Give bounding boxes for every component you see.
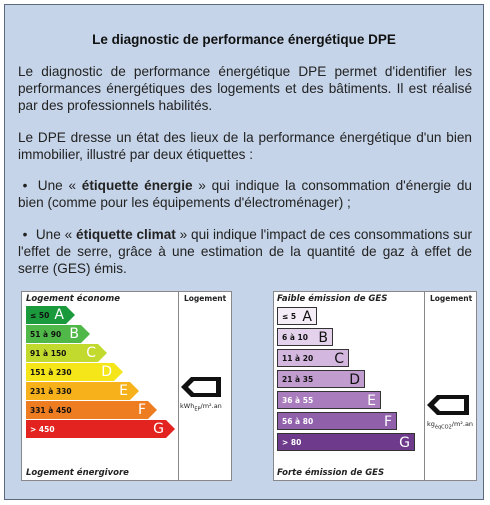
bullet-text: Une « [35, 227, 77, 242]
climate-band-range: 36 à 55 [282, 395, 314, 405]
bullet-text: » qui indique la consommation d'énergie du bien (comme pour les équipements d'électroménager) ; [18, 178, 472, 210]
climate-label-divider [424, 292, 425, 480]
climate-band-d [277, 370, 365, 388]
climate-band-g [277, 433, 415, 451]
bullet-bold-term: étiquette énergie [81, 178, 193, 193]
page-title: Le diagnostic de performance énergétique DPE [92, 32, 396, 47]
energy-band-letter: C [86, 345, 96, 361]
bullet-text: Une « [37, 178, 82, 193]
energy-band-f [26, 401, 157, 419]
energy-band-range: > 450 [30, 424, 55, 434]
energy-band-letter: G [153, 421, 164, 437]
climate-band-range: 11 à 20 [282, 353, 314, 363]
climate-band-letter: F [383, 414, 392, 430]
energy-band-range: 51 à 90 [30, 329, 62, 339]
energy-label-divider [178, 292, 179, 480]
climate-label-bottom: Forte émission de GES [277, 468, 385, 478]
climate-label-top: Faible émission de GES [277, 294, 388, 304]
climate-band-a [277, 307, 317, 325]
climate-band-letter: B [318, 330, 328, 346]
energy-label-diagram [21, 291, 232, 481]
climate-band-b [277, 328, 333, 346]
bullet-dot-icon: • [22, 227, 28, 242]
climate-pointer-icon [426, 394, 470, 416]
intro-paragraph: Le diagnostic de performance énergétique DPE permet d'identifier les performances énergétiques des logements et des bâtiments. Il est réalisé par des professionnels habilités. [18, 64, 472, 113]
bullet-energy-label [18, 177, 472, 211]
climate-band-range: 21 à 35 [282, 374, 314, 384]
energy-band-letter: E [119, 383, 128, 399]
bullet-dot-icon: • [22, 178, 28, 193]
energy-band-range: 231 à 330 [30, 386, 72, 396]
energy-label-top: Logement économe [26, 294, 120, 304]
bullet-climate-label [18, 226, 472, 277]
climate-band-c [277, 349, 349, 367]
description-paragraph: Le DPE dresse un état des lieux de la performance énergétique d'un bien immobilier, illustré par deux étiquettes : [18, 130, 472, 162]
energy-unit: kWh$_{EP}$/m².an [180, 402, 222, 413]
energy-label-column-header: Logement [184, 294, 227, 303]
climate-band-letter: E [367, 393, 376, 409]
bullet-bold-term: étiquette climat [76, 227, 176, 242]
climate-unit: $kg_{éqCO2}/m^2.an$ [427, 420, 474, 431]
energy-band-range: 331 à 450 [30, 405, 72, 415]
energy-band-range: 91 à 150 [30, 348, 67, 358]
energy-band-c [26, 344, 107, 362]
energy-band-e [26, 382, 139, 400]
climate-band-f [277, 412, 397, 430]
energy-band-letter: A [54, 307, 64, 323]
energy-band-d [26, 363, 123, 381]
climate-band-range: ≤ 5 [282, 311, 297, 321]
energy-band-letter: D [101, 364, 112, 380]
climate-label-diagram [273, 291, 477, 481]
climate-band-letter: A [302, 309, 312, 325]
energy-band-a [26, 306, 75, 324]
energy-label-bottom: Logement énergivore [26, 468, 129, 478]
climate-band-letter: D [349, 372, 360, 388]
energy-band-letter: F [137, 402, 146, 418]
energy-band-letter: B [69, 326, 79, 342]
climate-band-range: > 80 [282, 437, 302, 447]
climate-band-letter: G [399, 435, 410, 451]
climate-band-letter: C [334, 351, 344, 367]
energy-band-range: ≤ 50 [30, 310, 50, 320]
energy-band-g [26, 420, 175, 438]
climate-band-range: 56 à 80 [282, 416, 314, 426]
climate-label-column-header: Logement [430, 294, 473, 303]
climate-band-e [277, 391, 381, 409]
energy-band-range: 151 à 230 [30, 367, 72, 377]
energy-band-b [26, 325, 90, 343]
climate-band-range: 6 à 10 [282, 332, 308, 342]
energy-pointer-icon [180, 376, 222, 398]
bullet-text: » qui indique l'impact de ces consommations sur l'effet de serre, grâce à une estimation de la quantité de gaz à effet de serre (GES) émis. [18, 227, 472, 276]
dpe-info-card [4, 4, 484, 500]
